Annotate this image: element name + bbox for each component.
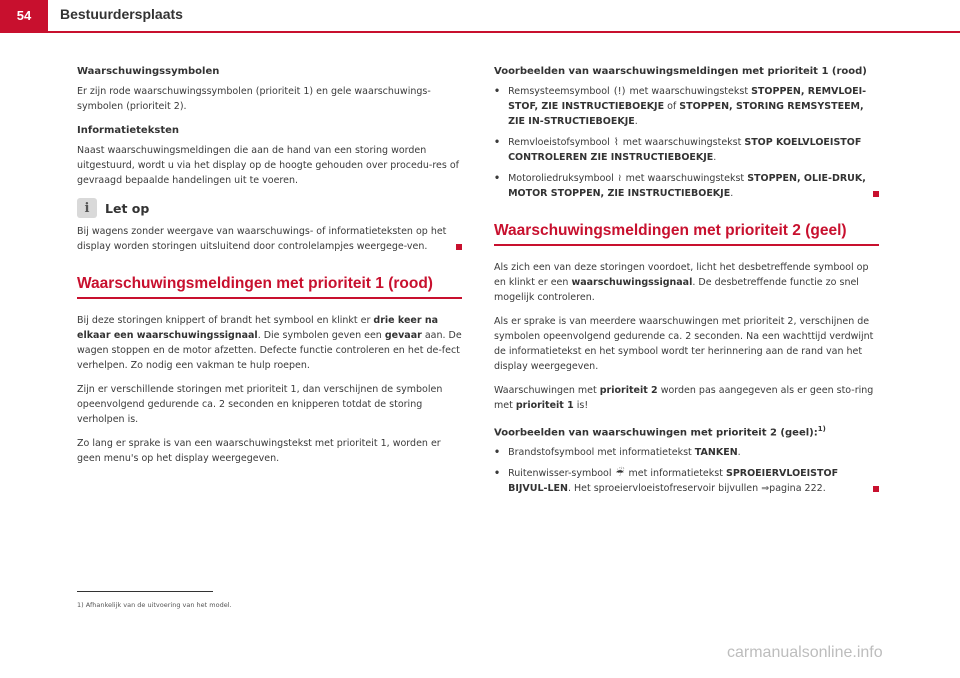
page-reference-link[interactable]: ⇒pagina 222 [761,483,823,495]
oil-pressure-icon: ≀ [617,173,622,184]
heading-examples-prio1: Voorbeelden van waarschuwingsmeldingen met prioriteit 1 (rood) [494,66,867,77]
heading-waarschuwingssymbolen: Waarschuwingssymbolen [77,66,220,77]
end-marker-icon [456,244,462,250]
paragraph-prio1-1: Bij deze storingen knippert of brandt het symbool en klinkt er drie keer na elkaar een waarschuwingssignaal. Die symbolen geven een gevaar aan. De wagen stoppen en de motor afzetten. Defecte functie controleren en het de-fect verhelpen. Zo nodig een vakman te hulp roepen. [77,315,462,371]
left-column [77,64,462,475]
paragraph-prio1-2: Zijn er verschillende storingen met prioriteit 1, dan verschijnen de symbolen opeenvolgend gedurende ca. 2 seconden en knipperen totdat de storing verholpen is. [77,384,443,425]
info-icon: i [77,198,97,218]
footnote-ref: 1) [817,425,826,433]
coolant-icon: ⌇ [613,137,619,148]
end-marker-icon [873,486,879,492]
note-title: Let op [105,200,150,216]
footnote-rule [77,591,213,592]
paragraph-prio1-3: Zo lang er sprake is van een waarschuwingstekst met prioriteit 1, worden er geen menu's op het display weergegeven. [77,438,441,464]
note-box [77,198,462,218]
heading-prioriteit-1: Waarschuwingsmeldingen met prioriteit 1 (rood) [77,276,462,299]
bullet-dot: • [494,137,501,148]
list-item: • Motoroliedruksymbool ≀ met waarschuwingstekst STOPPEN, OLIE-DRUK, MOTOR STOPPEN, ZIE INSTRUCTIEBOEKJE. [494,171,879,201]
section-title: Bestuurdersplaats [60,6,183,22]
bullet-dot: • [494,86,501,97]
note-text: Bij wagens zonder weergave van waarschuwings- of informatieteksten op het display worden storingen uitsluitend door controlelampjes weergege-ven. [77,224,462,254]
list-item: • Ruitenwisser-symbool ☔ met informatietekst SPROEIERVLOEISTOF BIJVUL-LEN. Het sproeiervloeistofreservoir bijvullen ⇒pagina 222. [494,466,879,496]
heading-examples-prio2: Voorbeelden van waarschuwingen met prioriteit 2 (geel):$^{1)}$ [494,425,826,439]
list-item: • Brandstofsymbool met informatietekst TANKEN. [494,447,741,459]
paragraph-prio2-1: Als zich een van deze storingen voordoet, licht het desbetreffende symbool op en klinkt er een waarschuwingssignaal. De desbetreffende functie zo snel mogelijk controleren. [494,262,869,303]
washer-icon: ☔ [615,468,625,480]
heading-prioriteit-2: Waarschuwingsmeldingen met prioriteit 2 (geel) [494,223,879,246]
watermark: carmanualsonline.info [727,644,883,661]
bullet-dot: • [494,447,501,459]
paragraph-info: Naast waarschuwingsmeldingen die aan de hand van een storing worden uitgestuurd, wordt u via het display op de hoogte gehouden over procedu-res of gevraagd bepaalde handelingen uit te voeren. [77,145,460,186]
paragraph-prio2-3: Waarschuwingen met prioriteit 2 worden pas aangegeven als er geen sto-ring met prioriteit 1 is! [494,385,874,411]
footnote: 1) Afhankelijk van de uitvoering van het model. [77,601,232,609]
end-marker-icon [873,191,879,197]
paragraph-symbols: Er zijn rode waarschuwingssymbolen (prioriteit 1) en gele waarschuwings-symbolen (prioriteit 2). [77,86,431,112]
right-column [494,64,879,502]
page-number: 54 [0,0,48,31]
list-item: • Remsysteemsymbool (!) met waarschuwingstekst STOPPEN, REMVLOEI-STOF, ZIE INSTRUCTIEBOEKJE of STOPPEN, STORING REMSYSTEEM, ZIE IN-STRUCTIEBOEKJE. [494,86,867,127]
bullet-dot: • [494,468,501,480]
brake-system-icon: (!) [613,86,626,97]
paragraph-prio2-2: Als er sprake is van meerdere waarschuwingen met prioriteit 2, verschijnen de symbolen opeenvolgend gedurende ca. 2 seconden. Na een wachttijd verdwijnt de informatietekst en het symbool wordt ter herinnering aan de rand van het display weergegeven. [494,316,874,372]
list-item: • Remvloeistofsymbool ⌇ met waarschuwingstekst STOP KOELVLOEISTOF CONTROLEREN ZIE INSTRUCTIEBOEKJE. [494,137,862,163]
heading-informatieteksten: Informatieteksten [77,125,179,136]
bullet-dot: • [494,173,501,184]
